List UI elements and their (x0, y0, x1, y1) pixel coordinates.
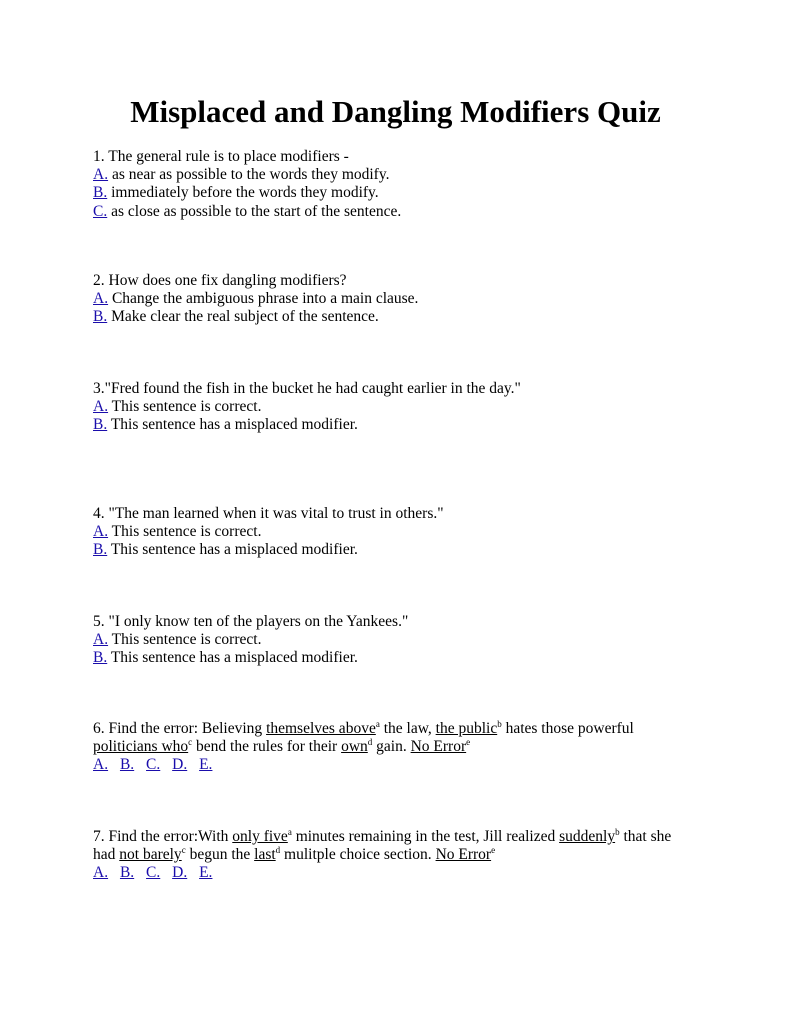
answer-option (93, 631, 713, 649)
segment-marker-b: b (497, 718, 502, 729)
option-a-link[interactable]: A. (93, 398, 109, 416)
page-title: Misplaced and Dangling Modifiers Quiz (130, 94, 661, 129)
underlined-segment-e: No Error (435, 846, 492, 864)
option-text: as close as possible to the start of the sentence. (107, 202, 402, 220)
segment-marker-a: a (287, 826, 292, 837)
stem-text: that she (619, 828, 672, 845)
answer-option (93, 203, 713, 221)
answer-option (93, 308, 713, 326)
option-c-link[interactable]: C. (93, 202, 108, 220)
answer-option (93, 541, 713, 559)
option-b-link[interactable]: B. (93, 416, 108, 434)
option-b-link[interactable]: B. (119, 756, 135, 774)
option-e-link[interactable]: E. (199, 756, 213, 774)
answer-option (93, 649, 713, 667)
option-text: This sentence has a misplaced modifier. (107, 649, 358, 667)
answer-options-row (93, 756, 713, 774)
option-b-link[interactable]: B. (119, 864, 135, 882)
answer-option (93, 398, 713, 416)
stem-text: had (93, 846, 120, 864)
option-text: immediately before the words they modify. (107, 184, 379, 202)
answer-options-row (93, 864, 713, 882)
option-d-link[interactable]: D. (172, 864, 188, 882)
answer-option (93, 184, 713, 202)
option-b-link[interactable]: B. (93, 184, 108, 202)
underlined-segment-c: not barely (119, 846, 182, 864)
question-4 (93, 505, 713, 560)
underlined-segment-d: last (254, 846, 276, 864)
underlined-segment-a: only five (232, 828, 288, 845)
underlined-segment-e: No Error (410, 738, 467, 756)
segment-marker-e: e (491, 845, 496, 856)
option-text: This sentence has a misplaced modifier. (107, 541, 358, 559)
question-stem-line-2 (93, 738, 713, 756)
answer-option (93, 290, 713, 308)
answer-option (93, 523, 713, 541)
option-a-link[interactable]: A. (93, 290, 109, 308)
stem-text: gain. (372, 738, 411, 756)
option-d-link[interactable]: D. (172, 756, 188, 774)
option-a-link[interactable]: A. (93, 166, 109, 184)
question-stem: 2. How does one fix dangling modifiers? (93, 272, 347, 289)
question-6 (93, 720, 713, 775)
option-b-link[interactable]: B. (93, 308, 108, 326)
question-5 (93, 613, 713, 668)
stem-text: hates those powerful (501, 720, 634, 737)
underlined-segment-b: suddenly (559, 828, 616, 845)
underlined-segment-b: the public (435, 720, 498, 737)
underlined-segment-c: politicians who (93, 738, 189, 756)
answer-option (93, 166, 713, 184)
question-stem: 4. "The man learned when it was vital to trust in others." (93, 505, 444, 522)
stem-text: 6. Find the error: Believing (93, 720, 267, 737)
option-c-link[interactable]: C. (146, 864, 161, 882)
segment-marker-d: d (367, 737, 373, 748)
answer-option (93, 416, 713, 434)
stem-text: mulitple choice section. (280, 846, 436, 864)
segment-marker-e: e (466, 737, 471, 748)
segment-marker-d: d (275, 845, 281, 856)
option-a-link[interactable]: A. (93, 631, 109, 649)
option-c-link[interactable]: C. (146, 756, 161, 774)
option-a-link[interactable]: A. (93, 864, 109, 882)
question-stem: 1. The general rule is to place modifiers - (93, 148, 349, 165)
question-stem-line-1 (93, 828, 713, 846)
option-text: This sentence is correct. (108, 398, 262, 416)
underlined-segment-a: themselves above (266, 720, 376, 737)
option-text: as near as possible to the words they modify. (108, 166, 390, 184)
stem-text: minutes remaining in the test, Jill realized (291, 828, 560, 845)
stem-text: 7. Find the error:With (93, 828, 233, 845)
option-b-link[interactable]: B. (93, 649, 108, 667)
option-text: Change the ambiguous phrase into a main clause. (108, 290, 419, 308)
segment-marker-b: b (615, 826, 620, 837)
question-stem-line-2 (93, 846, 713, 864)
question-3 (93, 380, 713, 435)
question-1 (93, 148, 713, 221)
segment-marker-c: c (181, 845, 186, 856)
option-text: Make clear the real subject of the sentence. (107, 308, 379, 326)
option-e-link[interactable]: E. (199, 864, 213, 882)
question-stem: 3."Fred found the fish in the bucket he had caught earlier in the day." (93, 380, 521, 397)
segment-marker-a: a (375, 718, 380, 729)
stem-text: the law, (379, 720, 436, 737)
stem-text: bend the rules for their (192, 738, 342, 756)
stem-text: begun the (185, 846, 255, 864)
option-text: This sentence has a misplaced modifier. (107, 416, 358, 434)
question-2 (93, 272, 713, 327)
segment-marker-c: c (188, 737, 193, 748)
question-stem: 5. "I only know ten of the players on the Yankees." (93, 613, 409, 630)
option-text: This sentence is correct. (108, 523, 262, 541)
question-7 (93, 828, 713, 883)
option-b-link[interactable]: B. (93, 541, 108, 559)
option-a-link[interactable]: A. (93, 756, 109, 774)
option-text: This sentence is correct. (108, 631, 262, 649)
question-stem-line-1 (93, 720, 713, 738)
underlined-segment-d: own (341, 738, 368, 756)
option-a-link[interactable]: A. (93, 523, 109, 541)
